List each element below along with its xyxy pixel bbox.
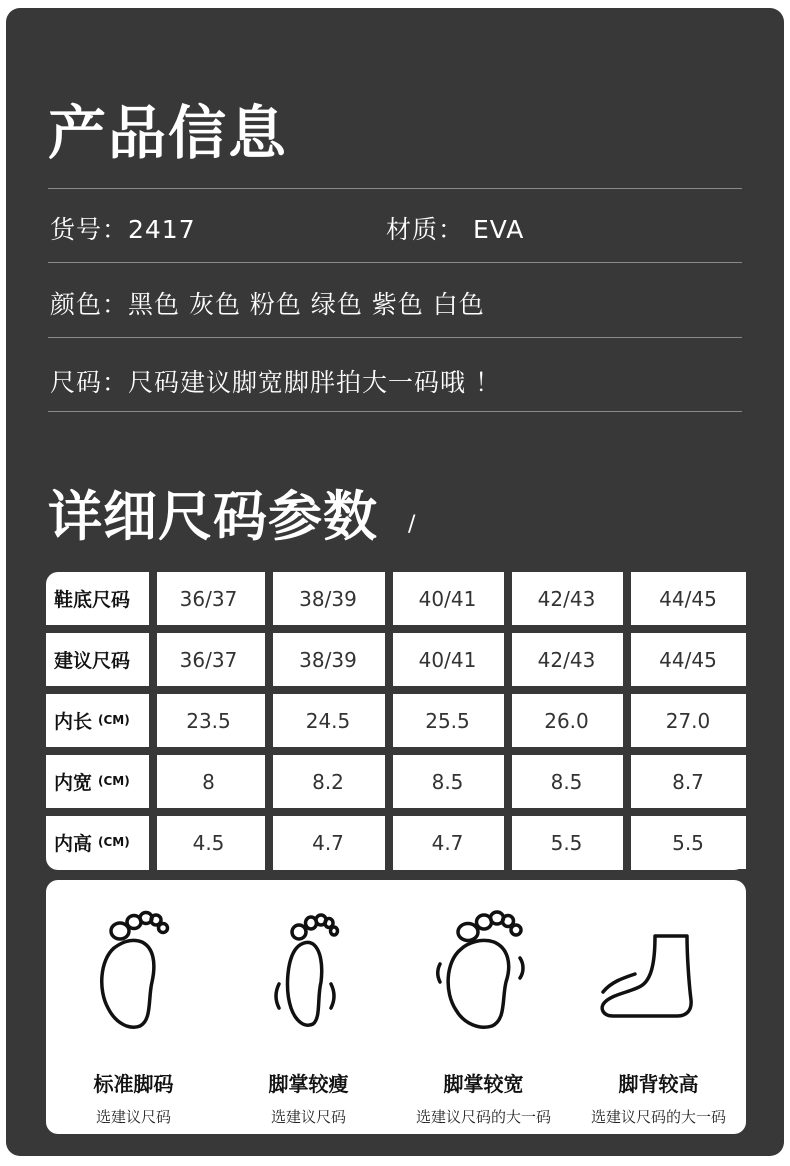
size-cell: 38/39 bbox=[272, 633, 384, 686]
title-slash: / bbox=[408, 512, 416, 537]
foot-type-standard bbox=[46, 898, 221, 1138]
size-cell: 4.7 bbox=[392, 816, 503, 869]
size-cell: 36/37 bbox=[153, 633, 264, 686]
size-cell: 40/41 bbox=[392, 572, 503, 625]
product-info-title: 产品信息 bbox=[48, 99, 289, 167]
size-cell: 38/39 bbox=[272, 572, 384, 625]
size-cell: 44/45 bbox=[630, 572, 746, 625]
divider bbox=[48, 188, 742, 189]
size-cell: 44/45 bbox=[630, 633, 746, 686]
size-cell: 5.5 bbox=[630, 816, 746, 869]
table-row-divider bbox=[46, 686, 746, 694]
foot-type-title: 脚掌较宽 bbox=[443, 1072, 524, 1096]
table-column-divider bbox=[504, 572, 512, 870]
size-cell: 42/43 bbox=[511, 572, 622, 625]
foot-type-advice: 选建议尺码 bbox=[95, 1108, 171, 1126]
size-cell: 40/41 bbox=[392, 633, 503, 686]
table-column-divider bbox=[623, 572, 631, 870]
size-cell: 4.7 bbox=[272, 816, 384, 869]
table-row-divider bbox=[46, 625, 746, 633]
foot-type-narrow bbox=[221, 898, 396, 1138]
foot-type-advice: 选建议尺码 bbox=[270, 1108, 346, 1126]
size-cell: 24.5 bbox=[272, 694, 384, 747]
size-row-label-text: 建议尺码 bbox=[54, 649, 131, 672]
size-row-unit: (CM) bbox=[98, 713, 130, 727]
foot-type-title: 脚掌较瘦 bbox=[268, 1072, 349, 1096]
foot-type-wide bbox=[396, 898, 571, 1138]
size-row-label bbox=[54, 816, 130, 868]
size-row-label bbox=[54, 572, 130, 624]
narrow-foot-icon bbox=[261, 898, 356, 1038]
size-cell: 27.0 bbox=[630, 694, 746, 747]
size-advice: 尺码：尺码建议脚宽脚胖拍大一码哦 ！ bbox=[50, 368, 501, 397]
divider bbox=[48, 411, 742, 412]
foot-type-advice: 选建议尺码的大一码 bbox=[415, 1108, 551, 1126]
divider bbox=[48, 262, 742, 263]
size-row-label-text: 内宽 bbox=[54, 771, 93, 794]
size-cell: 25.5 bbox=[392, 694, 503, 747]
item-number: 货号：2417 bbox=[50, 215, 196, 244]
size-cell: 8.5 bbox=[392, 755, 503, 808]
size-cell: 23.5 bbox=[153, 694, 264, 747]
size-table bbox=[46, 572, 746, 870]
size-cell: 26.0 bbox=[511, 694, 622, 747]
size-row-label-text: 内长 bbox=[54, 710, 93, 733]
foot-type-high-instep bbox=[571, 898, 746, 1138]
table-row-divider bbox=[46, 808, 746, 816]
wide-foot-icon bbox=[436, 898, 531, 1038]
size-cell: 8.7 bbox=[630, 755, 746, 808]
size-cell: 36/37 bbox=[153, 572, 264, 625]
foot-type-title: 脚背较高 bbox=[618, 1072, 699, 1096]
foot-type-advice: 选建议尺码的大一码 bbox=[590, 1108, 726, 1126]
size-row-unit: (CM) bbox=[98, 835, 130, 849]
size-cell: 8.2 bbox=[272, 755, 384, 808]
size-row-label bbox=[54, 755, 130, 807]
size-row-unit: (CM) bbox=[98, 774, 130, 788]
standard-foot-icon bbox=[86, 898, 181, 1038]
size-cell: 5.5 bbox=[511, 816, 622, 869]
table-column-divider bbox=[149, 572, 157, 870]
foot-type-title: 标准脚码 bbox=[93, 1072, 174, 1096]
size-cell: 8 bbox=[153, 755, 264, 808]
size-details-title: 详细尺码参数 bbox=[48, 485, 378, 548]
size-cell: 42/43 bbox=[511, 633, 622, 686]
size-cell: 8.5 bbox=[511, 755, 622, 808]
size-cell: 4.5 bbox=[153, 816, 264, 869]
colors-line: 颜色：黑色 灰色 粉色 绿色 紫色 白色 bbox=[50, 290, 485, 319]
divider bbox=[48, 337, 742, 338]
table-column-divider bbox=[265, 572, 273, 870]
size-row-label bbox=[54, 694, 130, 746]
high-instep-foot-icon bbox=[591, 898, 721, 1038]
size-row-label-text: 鞋底尺码 bbox=[54, 588, 131, 611]
size-row-label-text: 内高 bbox=[54, 832, 93, 855]
material: 材质： EVA bbox=[386, 215, 525, 244]
size-row-label bbox=[54, 633, 130, 685]
table-column-divider bbox=[385, 572, 393, 870]
foot-type-panel bbox=[46, 880, 746, 1134]
table-row-divider bbox=[46, 747, 746, 755]
